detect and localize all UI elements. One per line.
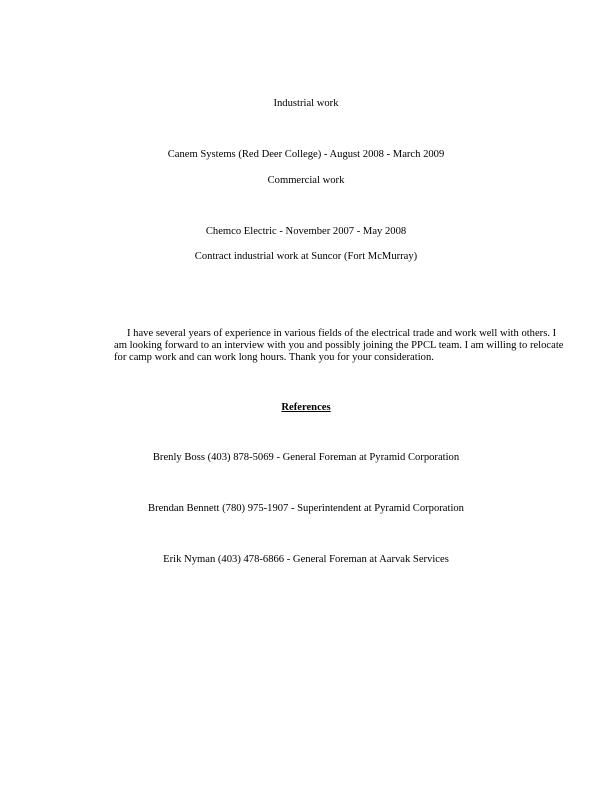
- experience-line-chemco-electric: Chemco Electric - November 2007 - May 2008: [205, 226, 407, 237]
- experience-line-commercial-work: Commercial work: [267, 175, 345, 186]
- experience-line-canem-systems: Canem Systems (Red Deer College) - August 2008 - March 2009: [167, 149, 445, 160]
- references-heading: References: [281, 402, 331, 413]
- summary-paragraph: I have several years of experience in various fields of the electrical trade and work well with others. I am looking forward to an interview with you and possibly joining the PPCL team. I am willing to relocate for camp work and can work long hours. Thank you for your consideration.: [114, 328, 564, 363]
- reference-item-brendan-bennett: Brendan Bennett (780) 975-1907 - Superintendent at Pyramid Corporation: [148, 503, 464, 514]
- experience-line-industrial-work: Industrial work: [273, 98, 339, 109]
- reference-item-brenly-boss: Brenly Boss (403) 878-5069 - General Foreman at Pyramid Corporation: [152, 452, 460, 463]
- experience-line-contract-suncor: Contract industrial work at Suncor (Fort McMurray): [194, 251, 418, 262]
- reference-item-erik-nyman: Erik Nyman (403) 478-6866 - General Foreman at Aarvak Services: [163, 554, 449, 565]
